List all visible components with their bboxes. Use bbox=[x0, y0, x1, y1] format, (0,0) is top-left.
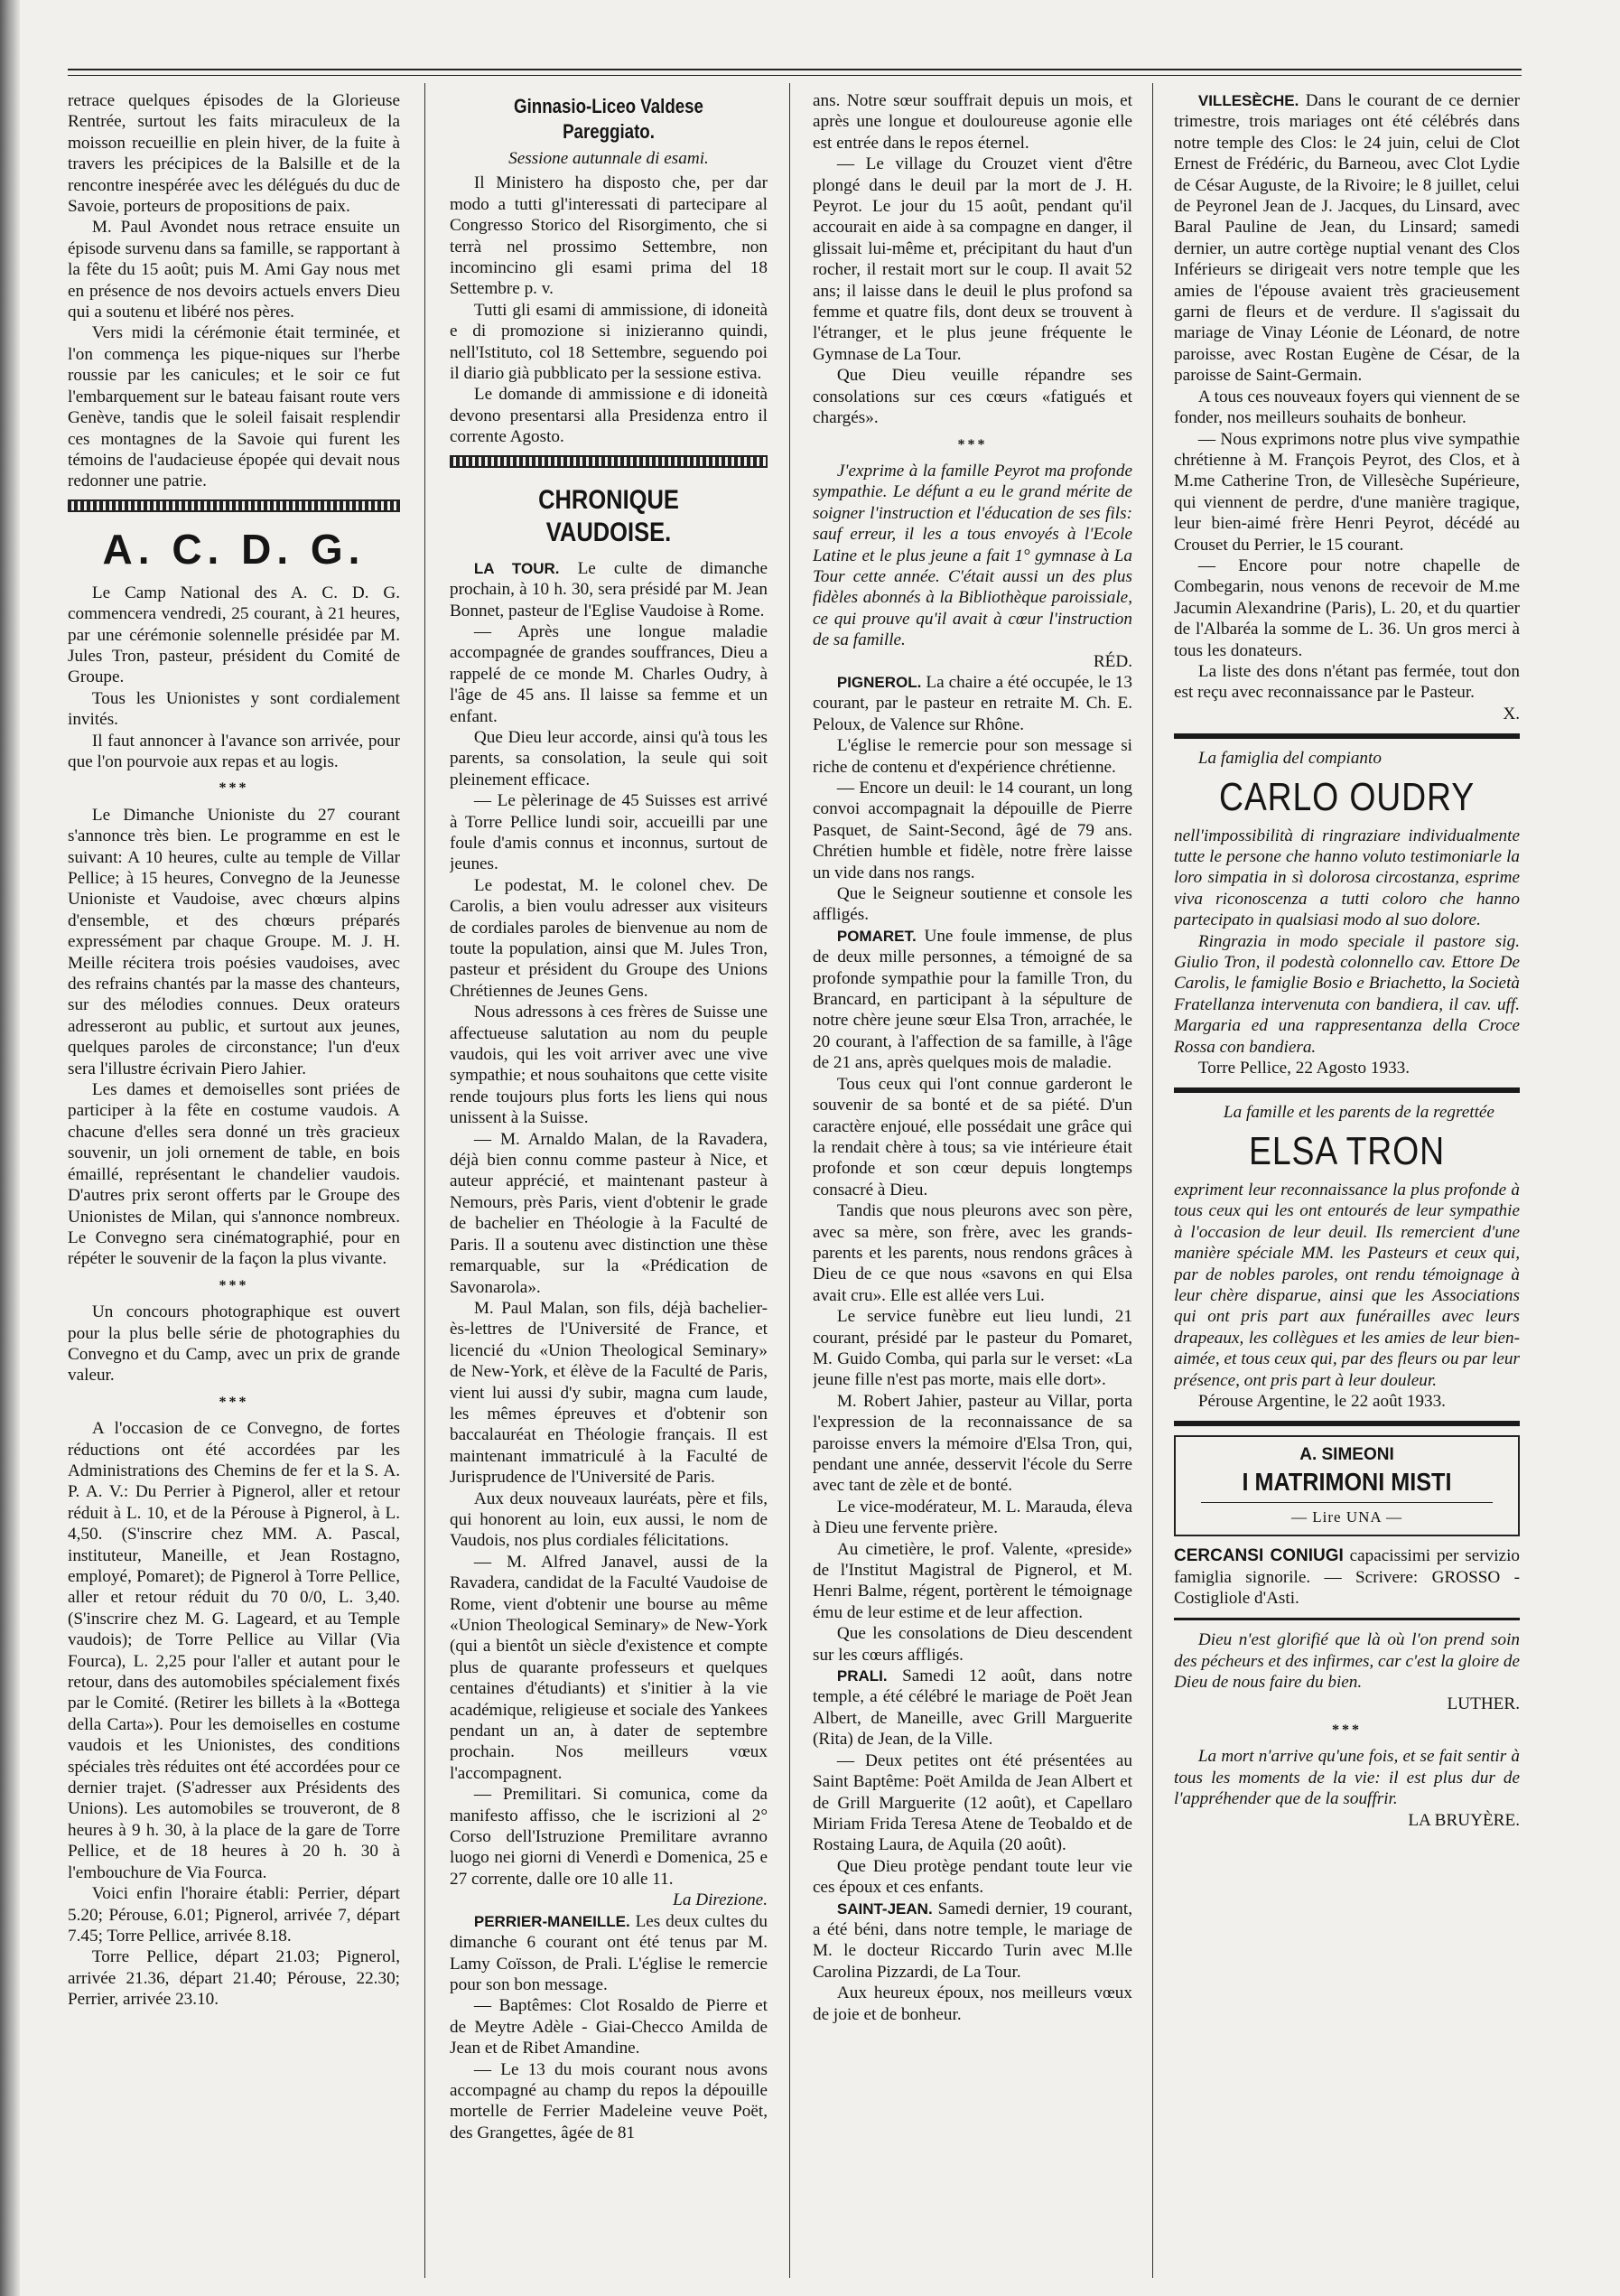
column-rule-3 bbox=[1152, 83, 1153, 2278]
classified-label: CERCANSI CONIUGI bbox=[1174, 1546, 1344, 1566]
stars-separator: *** bbox=[219, 1277, 249, 1293]
article-paragraph: Au cimetière, le prof. Valente, «preside» de l'Institut Magistral de Pignerol, et M. Henri Balme, régent, portèrent le témoignage ému de leur estime et de leur affection. bbox=[813, 1539, 1132, 1622]
article-text: Les deux cultes du dimanche 6 courant ont été tenus par M. Lamy Coïsson, de Prali. L'église le remercie pour son bon message. bbox=[450, 1911, 768, 1994]
article-paragraph: — Le pèlerinage de 45 Suisses est arrivé à Torre Pellice lundi soir, accueilli par une foule d'amis connus et inconnus, surtout de jeunes. bbox=[450, 791, 768, 874]
place-label: LA TOUR. bbox=[473, 559, 560, 577]
quote-text: Dieu n'est glorifié que là où l'on prend soin des pécheurs et des infirmes, car c'est la gloire de Dieu de nous faire du bien. bbox=[1174, 1630, 1520, 1693]
article-paragraph: — Baptêmes: Clot Rosaldo de Pierre et de Meytre Adèle - Giai-Checco Amilda de Jean et de Ribet Amandine. bbox=[450, 1996, 768, 2058]
article-paragraph: — Premilitari. Si comunica, come da manifesto affisso, che le iscrizioni al 2° Corso dell'Istruzione Premilitare avranno luogo nei giorni di Venerdì e Domenica, 25 e 27 corrente, dalle ore 10 alle 11. bbox=[450, 1785, 768, 1889]
article-paragraph: La liste des dons n'étant pas fermée, tout don est reçu avec reconnaissance par le Pasteur. bbox=[1174, 661, 1520, 703]
article-paragraph: Tutti gli esami di ammissione, di idoneità e di promozione si inizieranno quindi, nell'Istituto, col 18 Settembre, seguendo poi il diario già pubblicato per la sessione estiva. bbox=[450, 300, 768, 384]
quote-author: LUTHER. bbox=[1447, 1694, 1520, 1713]
signature: La Direzione. bbox=[673, 1890, 768, 1910]
section-heading-ginnasio: Ginnasio-Liceo Valdese Pareggiato. bbox=[514, 95, 703, 143]
article-paragraph: Vers midi la cérémonie était terminée, et l'on commença les pique-niques sur l'herbe roussie par les canicules; et le soir ce fut l'embarquement sur le bateau faisant route vers Genève, tandis que le soleil faisait resplendir ces montagnes de la Savoie qui furent les témoins de l'audacieuse épopée qui devait nous redonner une patrie. bbox=[68, 323, 400, 491]
notice-intro: La famille et les parents de la regrettée bbox=[1223, 1103, 1494, 1123]
place-label: SAINT-JEAN. bbox=[836, 1899, 933, 1918]
article-paragraph: M. Paul Malan, son fils, déjà bachelier-ès-lettres de l'Université de France, et licencié du «Union Theological Seminary» de New-York, et élève de la Faculté de Paris, vient lui aussi d'y subir, magna cum laude, les mêmes épreuves et d'obtenir son baccalauréat en Théologie français. Il est maintenant immatriculé à la Faculté de Jurisprudence de l'Université de Paris. bbox=[450, 1298, 768, 1488]
article-paragraph: Que le Seigneur soutienne et console les affligés. bbox=[813, 884, 1132, 925]
article-text: Samedi 12 août, dans notre temple, a été célébré le mariage de Poët Jean Albert, de Maneille, avec Grill Marguerite (Rita) de Jean, de la Ville. bbox=[813, 1666, 1132, 1750]
article-paragraph: Tous les Unionistes y sont cordialement invités. bbox=[68, 688, 400, 730]
article-paragraph: Que Dieu leur accorde, ainsi qu'à tous les parents, sa consolation, la seule qui soit pleinement efficace. bbox=[450, 727, 768, 789]
article-paragraph: Il Ministero ha disposto che, per dar modo a tutti gl'interessati di partecipare al Congresso Storico del Risorgimento, che si terrà nel prossimo Settembre, non incomincino gli esami prima del 18 Settembre p. v. bbox=[450, 173, 768, 299]
article-paragraph: retrace quelques épisodes de la Glorieuse Rentrée, surtout les faits miraculeux de la moisson recueillie en plein hiver, de la fuite à travers les précipices de la Balsille et de la rencontre inespérée avec les délégués du duc de Savoie, porteurs de propositions de paix. bbox=[68, 91, 400, 217]
article-paragraph: Nous adressons à ces frères de Suisse une affectueuse salutation au nom du peuple vaudois, qui les voit arriver avec une vive sympathie; et nous souhaitons que cette visite rende toujours plus forts les liens qui nous unissent à la Suisse. bbox=[450, 1003, 768, 1128]
article-paragraph: Tandis que nous pleurons avec son père, avec sa mère, son frère, avec les grands-parents et les parents, nous rendons grâces à Dieu de ce que nous «savons en qui Elsa avait cru». Elle est allée vers Lui. bbox=[813, 1201, 1132, 1305]
ad-title: I MATRIMONI MISTI bbox=[1201, 1466, 1493, 1503]
page-binding-edge bbox=[0, 0, 20, 2296]
article-paragraph: Que Dieu veuille répandre ses consolations sur ces cœurs «fatigués et chargés». bbox=[813, 366, 1132, 428]
column-rule-1 bbox=[424, 83, 425, 2278]
article-paragraph: M. Robert Jahier, pasteur au Villar, porta l'expression de la reconnaissance de sa paroisse envers la mémoire d'Elsa Tron, qui, pendant une année, desservit l'école du Serre avec tant de zèle et de bonté. bbox=[813, 1391, 1132, 1496]
article-paragraph: J'exprime à la famille Peyrot ma profonde sympathie. Le défunt a eu le grand mérite de soigner l'instruction et l'éducation de ses fils: sauf erreur, il les a tous envoyés à l'Ecole Latine et le plus jeune a fait 1° gymnase à La Tour cette année. C'était aussi un des plus fidèles abonnés à la Bibliothèque paroissiale, ce qui prouve qu'il avait à cœur l'instruction de sa famille. bbox=[813, 461, 1132, 650]
classified-text: capacissimi per servizio famiglia signorile. — Scrivere: GROSSO - Costigliole d'Asti. bbox=[1174, 1546, 1520, 1608]
top-rule-thin bbox=[68, 75, 1522, 76]
section-heading-chronique: CHRONIQUE VAUDOISE. bbox=[538, 484, 679, 547]
article-paragraph: Le domande di ammissione e di idoneità devono presentarsi alla Presidenza entro il corrente Agosto. bbox=[450, 385, 768, 447]
article-paragraph: Un concours photographique est ouvert pour la plus belle série de photographies du Convegno et du Camp, avec un prix de grande valeur. bbox=[68, 1302, 400, 1386]
section-subheading: Sessione autunnale di esami. bbox=[508, 149, 709, 168]
article-paragraph: Aux deux nouveaux lauréats, père et fils, qui honorent au loin, eux aussi, le nom de Vaudois, nos plus cordiales félicitations. bbox=[450, 1489, 768, 1551]
notice-paragraph: Ringrazia in modo speciale il pastore sig. Giulio Tron, il podestà colonnello cav. Ettore De Carolis, le famiglie Bosio e Briachetto, la Società Fratellanza intervenuta con bandiera, il cav. uff. Margaria ed una rappresentanza della Croce Rossa con bandiera. bbox=[1174, 931, 1520, 1057]
article-paragraph: — Deux petites ont été présentées au Saint Baptême: Poët Amilda de Jean Albert et de Grill Marguerite (12 août), et Capellaro Miriam Frida Teresa Atene de Teobaldo et de Rostaing Laura, de Aquila (20 août). bbox=[813, 1750, 1132, 1855]
notice-intro: La famiglia del compianto bbox=[1197, 749, 1382, 769]
place-label: POMARET. bbox=[836, 927, 917, 945]
ad-price: — Lire UNA — bbox=[1291, 1507, 1402, 1526]
stars-separator: *** bbox=[219, 1394, 249, 1410]
column-3 bbox=[813, 90, 1132, 2276]
article-paragraph: Le service funèbre eut lieu lundi, 21 courant, présidé par le pasteur du Pomaret, M. Guido Comba, qui parla sur le verset: «La jeune fille n'est pas morte, mais elle dort». bbox=[813, 1307, 1132, 1390]
article-paragraph: L'église le remercie pour son message si riche de contenu et d'expérience chrétienne. bbox=[813, 736, 1132, 777]
column-2 bbox=[450, 90, 768, 2276]
article-paragraph: Aux heureux époux, nos meilleurs vœux de joie et de bonheur. bbox=[813, 1983, 1132, 2024]
article-paragraph: — Après une longue maladie accompagnée de grandes souffrances, Dieu a rappelé de ce monde M. Charles Oudry, à l'âge de 45 ans. Il laisse sa femme et un enfant. bbox=[450, 621, 768, 726]
article-paragraph: A l'occasion de ce Convegno, de fortes réductions ont été accordées par les Administrations des Chemins de fer et la S. A. P. A. V.: Du Perrier à Pignerol, aller et retour réduit à L. 10, et de la Pérouse à Pignerol, à L. 4,50. (S'inscrire chez MM. A. Pascal, instituteur, Maneille, et Jean Rostagno, employé, Pomaret); de Pignerol à Torre Pellice, aller et retour réduit du 70 0/0, L. 3,40. (S'inscrire chez M. G. Lageard, et au Temple vaudois); de Torre Pellice au Villar (Via Fourca), L. 2,25 pour l'aller et autant pour le retour, dans des automobiles spécialement fixés par le Comité. (Retirer les billets à la «Bottega della Carta»). Pour les demoiselles en costume vaudois et les Unionistes, des conditions spéciales très réduites ont été accordées pour ce dernier trajet. (S'adresser aux Présidents des Unions). Les automobiles se trouveront, de 8 heures à 9 h. 30, à la place de la gare de Torre Pellice, et de 18 heures à 20 h. 30 à l'embouchure de Via Fourca. bbox=[68, 1419, 400, 1882]
article-paragraph: Que les consolations de Dieu descendent sur les cœurs affligés. bbox=[813, 1624, 1132, 1665]
article-text: Samedi dernier, 19 courant, a été béni, dans notre temple, le mariage de M. le docteur Riccardo Turin avec M.lle Carolina Pizzardi, de La Tour. bbox=[813, 1899, 1132, 1982]
article-paragraph: — Encore un deuil: le 14 courant, un long convoi accompagnait la dépouille de Pierre Pasquet, de Saint-Second, âgé de 79 ans. Chrétien humble et fidèle, notre frère laisse un vide dans nos rangs. bbox=[813, 779, 1132, 882]
place-label: PERRIER-MANEILLE. bbox=[473, 1912, 630, 1930]
ad-author: A. SIMEONI bbox=[1299, 1445, 1394, 1465]
thin-divider bbox=[1174, 1618, 1520, 1620]
article-paragraph: M. Paul Avondet nous retrace ensuite un épisode survenu dans sa famille, se rapportant à la fête du 15 août; puis M. Ami Gay nous met en présence de nos devoirs actuels envers Dieu qui a soutenu et libéré nos pères. bbox=[68, 218, 400, 322]
article-paragraph: Torre Pellice, départ 21.03; Pignerol, arrivée 21.36, départ 21.40; Pérouse, 22.30; Perrier, arrivée 23.10. bbox=[68, 1947, 400, 2010]
section-heading-acdg: A. C. D. G. bbox=[102, 525, 366, 573]
top-rule bbox=[68, 69, 1522, 70]
article-text: La chaire a été occupée, le 13 courant, par le pasteur en retraite M. Ch. E. Peloux, de Valence sur Rhône. bbox=[813, 672, 1132, 734]
article-text: Une foule immense, de plus de deux mille personnes, a témoigné de sa profonde sympathie pour la famille Tron, du Brancard, en participant à la sépulture de notre chère jeune sœur Elsa Tron, arrachée, le 20 courant, à l'affection de sa famille, à l'âge de 21 ans, après quelques mois de maladie. bbox=[813, 926, 1132, 1073]
notice-date: Torre Pellice, 22 Agosto 1933. bbox=[1197, 1059, 1411, 1078]
signature: RÉD. bbox=[1093, 651, 1132, 671]
article-paragraph: Il faut annoncer à l'avance son arrivée, pour que l'on pourvoie aux repas et au logis. bbox=[68, 731, 400, 771]
article-text: Le culte de dimanche prochain, à 10 h. 30, sera présidé par M. Jean Bonnet, pasteur de l'Eglise Vaudoise à Rome. bbox=[450, 558, 768, 621]
article-paragraph: — Le village du Crouzet vient d'être plongé dans le deuil par la mort de J. H. Peyrot. Le jour du 15 août, pendant qu'il accourait en aide à sa compagne en danger, il glissait lui-même et, précipitant du haut d'un rocher, il restait mort sur le coup. Il avait 52 ans; il laisse dans le deuil le plus profond sa femme et quatre fils, dont deux se trouvent à l'étranger, et le plus jeune fréquente le Gymnase de La Tour. bbox=[813, 154, 1132, 364]
stars-separator: *** bbox=[1332, 1722, 1362, 1738]
quote-text: La mort n'arrive qu'une fois, et se fait sentir à tous les moments de la vie: il est plus dur de l'appréhender que de la souffrir. bbox=[1174, 1747, 1520, 1809]
notice-name-oudry: CARLO OUDRY bbox=[1219, 774, 1475, 819]
thick-divider bbox=[1174, 1421, 1520, 1426]
article-paragraph: ans. Notre sœur souffrait depuis un mois, et après une longue et douloureuse agonie elle est entrée dans le repos éternel. bbox=[813, 91, 1132, 153]
stars-separator: *** bbox=[219, 780, 249, 797]
notice-paragraph: nell'impossibilità di ringraziare individualmente tutte le persone che hanno voluto testimoniarle la loro simpatia in sì dolorosa circostanza, esprime viva riconoscenza a tutti coloro che hanno partecipato in qualsiasi modo al suo dolore. bbox=[1174, 826, 1520, 930]
article-paragraph: — M. Arnaldo Malan, de la Ravadera, déjà bien connu comme pasteur à Nice, et auteur apprécié, et maintenant pasteur à Nemours, près Paris, vient d'obtenir le grade de bachelier en Théologie à la Faculté de Paris. Il a soutenu avec distinction une thèse remarquable, sur la «Prédication de Savonarola». bbox=[450, 1129, 768, 1297]
column-4 bbox=[1174, 90, 1520, 2276]
article-paragraph: Le Camp National des A. C. D. G. commencera vendredi, 25 courant, à 21 heures, par une cérémonie solennelle présidée par M. Jules Tron, pasteur, président du Comité de Groupe. bbox=[68, 583, 400, 687]
article-paragraph: Que Dieu protège pendant toute leur vie ces époux et ces enfants. bbox=[813, 1856, 1132, 1898]
place-label: PIGNEROL. bbox=[836, 673, 922, 691]
article-paragraph: Le vice-modérateur, M. L. Marauda, éleva à Dieu une fervente prière. bbox=[813, 1497, 1132, 1538]
place-label: PRALI. bbox=[836, 1667, 888, 1685]
article-text: Dans le courant de ce dernier trimestre, trois mariages ont été célébrés dans notre temple des Clos: le 24 juin, celui de Clot Ernest de Frédéric, du Barneou, avec Clot Lydie de César Auguste, de la Rivoire; le 8 juillet, celui de Peyronel Jean de J. Jacques, du Linsard, avec Baral Pauline de Jean, du Linsard; samedi dernier, un autre cortège nuptial venant des Clos Inférieurs se dirigeait vers notre temple que les amies de l'épouse avaient très gracieusement garni de fleurs et de verdure. Il s'agissait du mariage de Vinay Léonie de Léonard, de notre paroisse, avec Rostan Eugène de César, de la paroisse de Saint-Germain. bbox=[1174, 91, 1520, 386]
ornament-divider bbox=[68, 499, 400, 512]
notice-paragraph: expriment leur reconnaissance la plus profonde à tous ceux qui les ont entourés de leur sympathie à l'occasion de leur deuil. Ils remercient d'une manière spéciale MM. les Pasteurs et ceux qui, par de nobles paroles, ont rendu témoignage à leur chère disparue, ainsi que les Associations qui ont pris part aux funérailles avec leurs drapeaux, les collègues et les amies de leur bien-aimée, et tous ceux qui, par des fleurs ou par leur présence, ont pris part à leur douleur. bbox=[1174, 1180, 1520, 1390]
article-paragraph: Le podestat, M. le colonel chev. De Carolis, a bien voulu adresser aux visiteurs de cordiales paroles de bienvenue au nom de toute la population, ainsi que M. Jules Tron, pasteur et président du Groupe des Unions Chrétiennes de Jeunes Gens. bbox=[450, 875, 768, 1001]
notice-name-tron: ELSA TRON bbox=[1249, 1128, 1445, 1173]
place-label: VILLESÈCHE. bbox=[1197, 92, 1299, 109]
thick-divider bbox=[1174, 1087, 1520, 1093]
article-paragraph: — Nous exprimons notre plus vive sympathie chrétienne à M. François Peyrot, des Clos, et à M.me Catherine Tron, de Villesèche Supérieure, qui viennent de perdre, d'une manière tragique, leur bien-aimé frère Henri Peyrot, décédé au Crouset du Perrier, le 15 courant. bbox=[1174, 429, 1520, 555]
article-paragraph: — Le 13 du mois courant nous avons accompagné au champ du repos la dépouille mortelle de Ferrier Madeleine veuve Poët, des Grangettes, âgée de 81 bbox=[450, 2059, 768, 2142]
article-paragraph: Le Dimanche Unioniste du 27 courant s'annonce très bien. Le programme en est le suivant: A 10 heures, culte au temple de Villar Pellice; à 15 heures, Convegno de la Jeunesse Unioniste et Vaudoise, avec chœurs alpins d'ensemble, et des chœurs préparés expressément par chaque Groupe. M. J. H. Meille récitera trois poésies vaudoises, avec des refrains chantés par la masse des chanteurs, sur des mélodies connues. Deux orateurs adresseront au public, et surtout aux jeunes, quelques paroles de circonstance; l'un d'eux sera l'illustre écrivain Piero Jahier. bbox=[68, 805, 400, 1078]
article-paragraph: Les dames et demoiselles sont priées de participer à la fête en costume vaudois. A chacune d'elles sera donné un très gracieux souvenir, un joli ornement de table, en bois émaillé, représentant le chandelier vaudois. D'autres prix seront offerts par le Groupe des Unionistes de Milan, qui s'annonce nombreux. Le Convegno sera cinématographié, pour en répéter le souvenir de la façon la plus vivante. bbox=[68, 1080, 400, 1269]
ornament-divider bbox=[450, 455, 768, 468]
article-paragraph: Voici enfin l'horaire établi: Perrier, départ 5.20; Pérouse, 6.01; Pignerol, arrivée 7, départ 7.45; Torre Pellice, arrivée 8.18. bbox=[68, 1884, 400, 1946]
column-1 bbox=[68, 90, 400, 2276]
article-paragraph: A tous ces nouveaux foyers qui viennent de se fonder, nos meilleurs souhaits de bonheur. bbox=[1174, 387, 1520, 428]
article-paragraph: — Encore pour notre chapelle de Combegarin, nous venons de recevoir de M.me Jacumin Alexandrine (Paris), L. 20, et du quartier de l'Albaréa la somme de L. 36. Un gros merci à tous les donateurs. bbox=[1174, 555, 1520, 660]
column-rule-2 bbox=[789, 83, 790, 2278]
stars-separator: *** bbox=[957, 436, 988, 453]
notice-date: Pérouse Argentine, le 22 août 1933. bbox=[1197, 1391, 1446, 1411]
article-paragraph: Tous ceux qui l'ont connue garderont le souvenir de sa bonté et de sa piété. D'un caractère enjoué, elle possédait une grâce qui la rendait chère à tous; sa vie intérieure était profonde et son cœur depuis longtemps consacré à Dieu. bbox=[813, 1074, 1132, 1199]
article-paragraph: — M. Alfred Janavel, aussi de la Ravadera, candidat de la Faculté Vaudoise de Rome, vient d'obtenir une bourse au même «Union Theological Seminary» de New-York (qui a bientôt un siècle d'existence et compte plus de quarante professeurs et quelques centaines d'étudiants) et s'initier à la vie académique, religieuse et sociale des Yankees pendant un an, à dater de septembre prochain. Nos meilleurs vœux l'accompagnent. bbox=[450, 1552, 768, 1783]
book-advertisement bbox=[1174, 1435, 1520, 1536]
quote-author: LA BRUYÈRE. bbox=[1408, 1810, 1520, 1830]
signature: X. bbox=[1503, 704, 1520, 723]
thick-divider bbox=[1174, 733, 1520, 739]
